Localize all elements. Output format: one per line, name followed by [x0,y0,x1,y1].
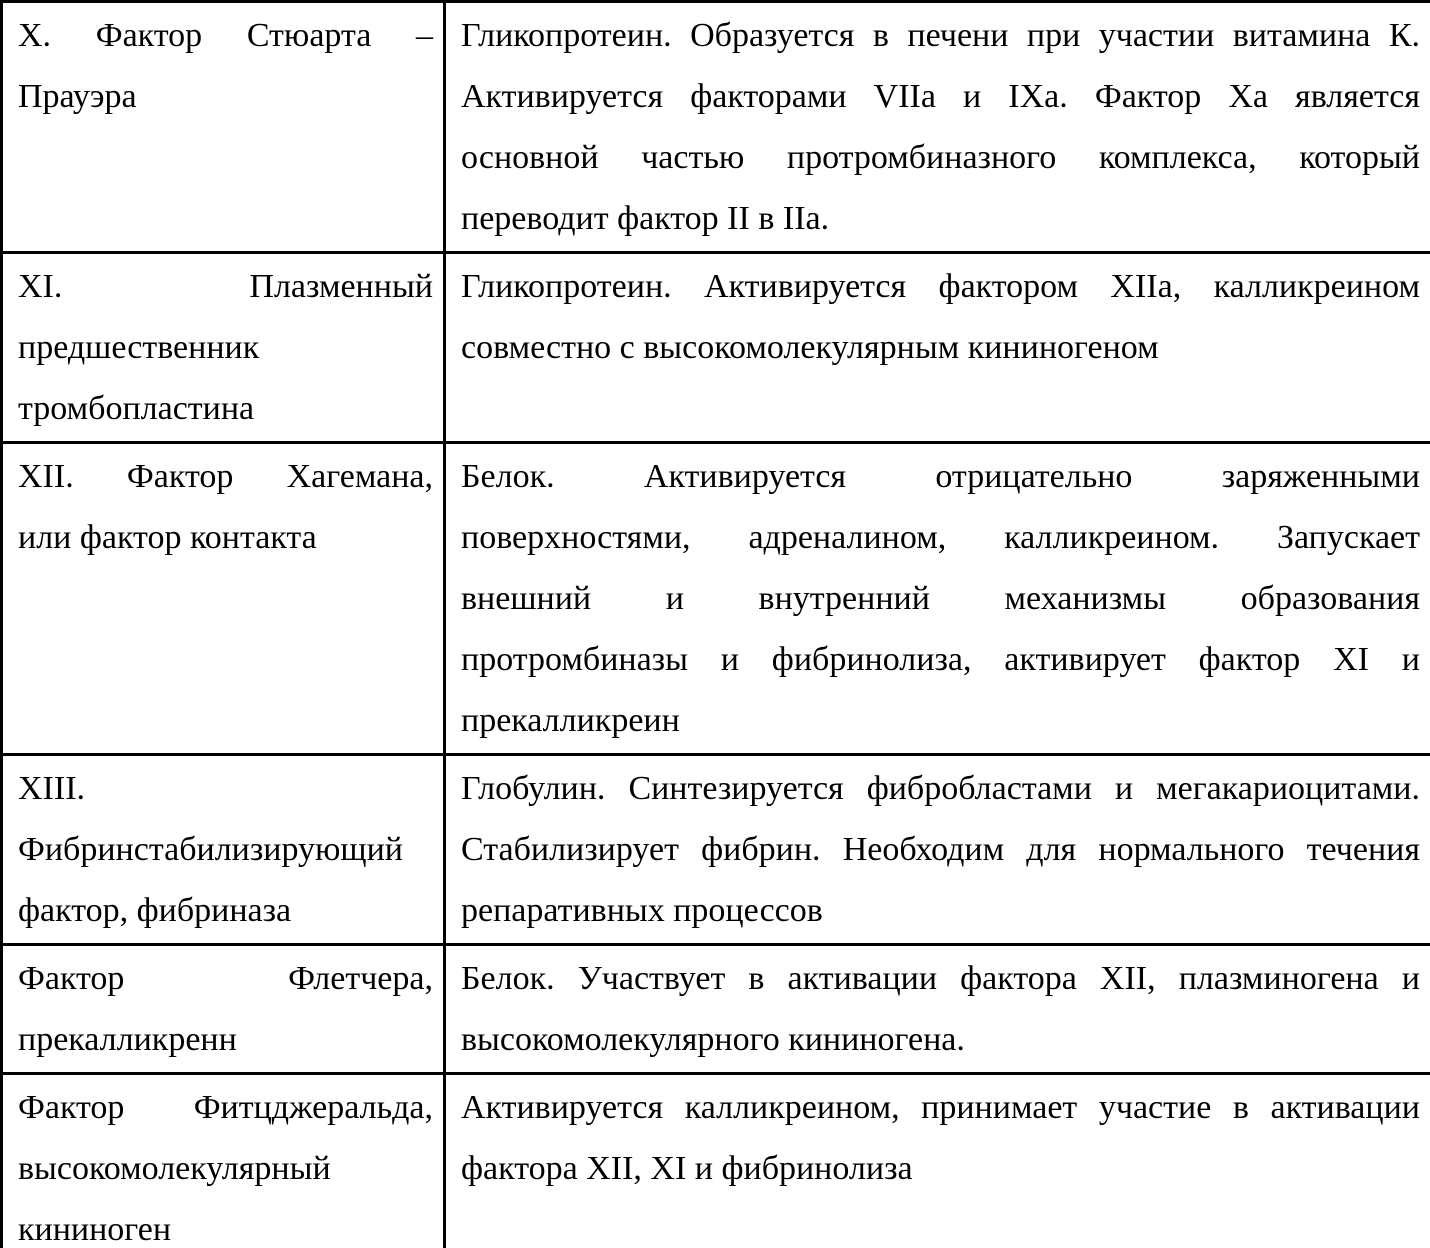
description-text-line: Активируется калликреином, принимает участие в активации [461,1089,1420,1126]
description-text-line: внешний и внутренний механизмы образования [461,580,1420,617]
factor-text-line: XIII. [18,770,86,807]
factor-text-line: XI. Плазменный [18,268,433,305]
description-text-line: Активируется факторами VIIа и IXа. Фактор Ха является [461,78,1420,115]
description-cell [445,253,1430,443]
factor-text-line: высокомолекулярный [18,1150,331,1187]
description-text-line: Стабилизирует фибрин. Необходим для нормального течения [461,831,1420,868]
factor-text-line: Фактор Флетчера, [18,960,433,997]
description-text-line: Гликопротеин. Активируется фактором XIIа, калликреином [461,268,1420,305]
table-body [2,2,1430,1248]
table-row [2,945,1430,1074]
factor-cell [2,945,445,1074]
factor-cell [2,755,445,945]
description-text-line: основной частью протромбиназного комплекса, который [461,139,1420,176]
description-text-line: репаративных процессов [461,892,823,929]
description-text-line: высокомолекулярного кининогена. [461,1021,965,1058]
factor-cell [2,2,445,253]
description-text-line: Белок. Активируется отрицательно заряженными [461,458,1420,495]
description-text-line: Глобулин. Синтезируется фибробластами и мегакариоцитами. [461,770,1420,807]
factor-text-line: Фибринстабилизирующий [18,831,404,868]
table-row [2,755,1430,945]
factor-text-line: прекалликренн [18,1021,237,1058]
description-text-line: Белок. Участвует в активации фактора XII, плазминогена и [461,960,1420,997]
factor-cell [2,1074,445,1248]
factor-text-line: XII. Фактор Хагемана, [18,458,433,495]
description-cell [445,443,1430,755]
factor-cell [2,253,445,443]
table-row [2,253,1430,443]
description-cell [445,755,1430,945]
table-row [2,1074,1430,1248]
factor-text-line: фактор, фибриназа [18,892,292,929]
description-text-line: Гликопротеин. Образуется в печени при участии витамина К. [461,17,1420,54]
description-cell [445,945,1430,1074]
table-row [2,443,1430,755]
description-cell [445,2,1430,253]
description-text-line: протромбиназы и фибринолиза, активирует фактор XI и [461,641,1420,678]
factor-text-line: кининоген [18,1211,172,1248]
factor-cell [2,443,445,755]
factor-text-line: предшественник [18,329,260,366]
factor-text-line: Х. Фактор Стюарта – [18,17,433,54]
description-text-line: прекалликреин [461,702,680,739]
description-cell [445,1074,1430,1248]
factor-text-line: Фактор Фитцджеральда, [18,1089,433,1126]
table-row [2,2,1430,253]
factor-text-line: Прауэра [18,78,137,115]
factor-text-line: тромбопластина [18,390,255,427]
description-text-line: поверхностями, адреналином, калликреином. Запускает [461,519,1420,556]
factor-text-line: или фактор контакта [18,519,317,556]
description-text-line: переводит фактор II в IIа. [461,200,830,237]
description-text-line: совместно с высокомолекулярным кининогеном [461,329,1159,366]
description-text-line: фактора XII, XI и фибринолиза [461,1150,913,1187]
